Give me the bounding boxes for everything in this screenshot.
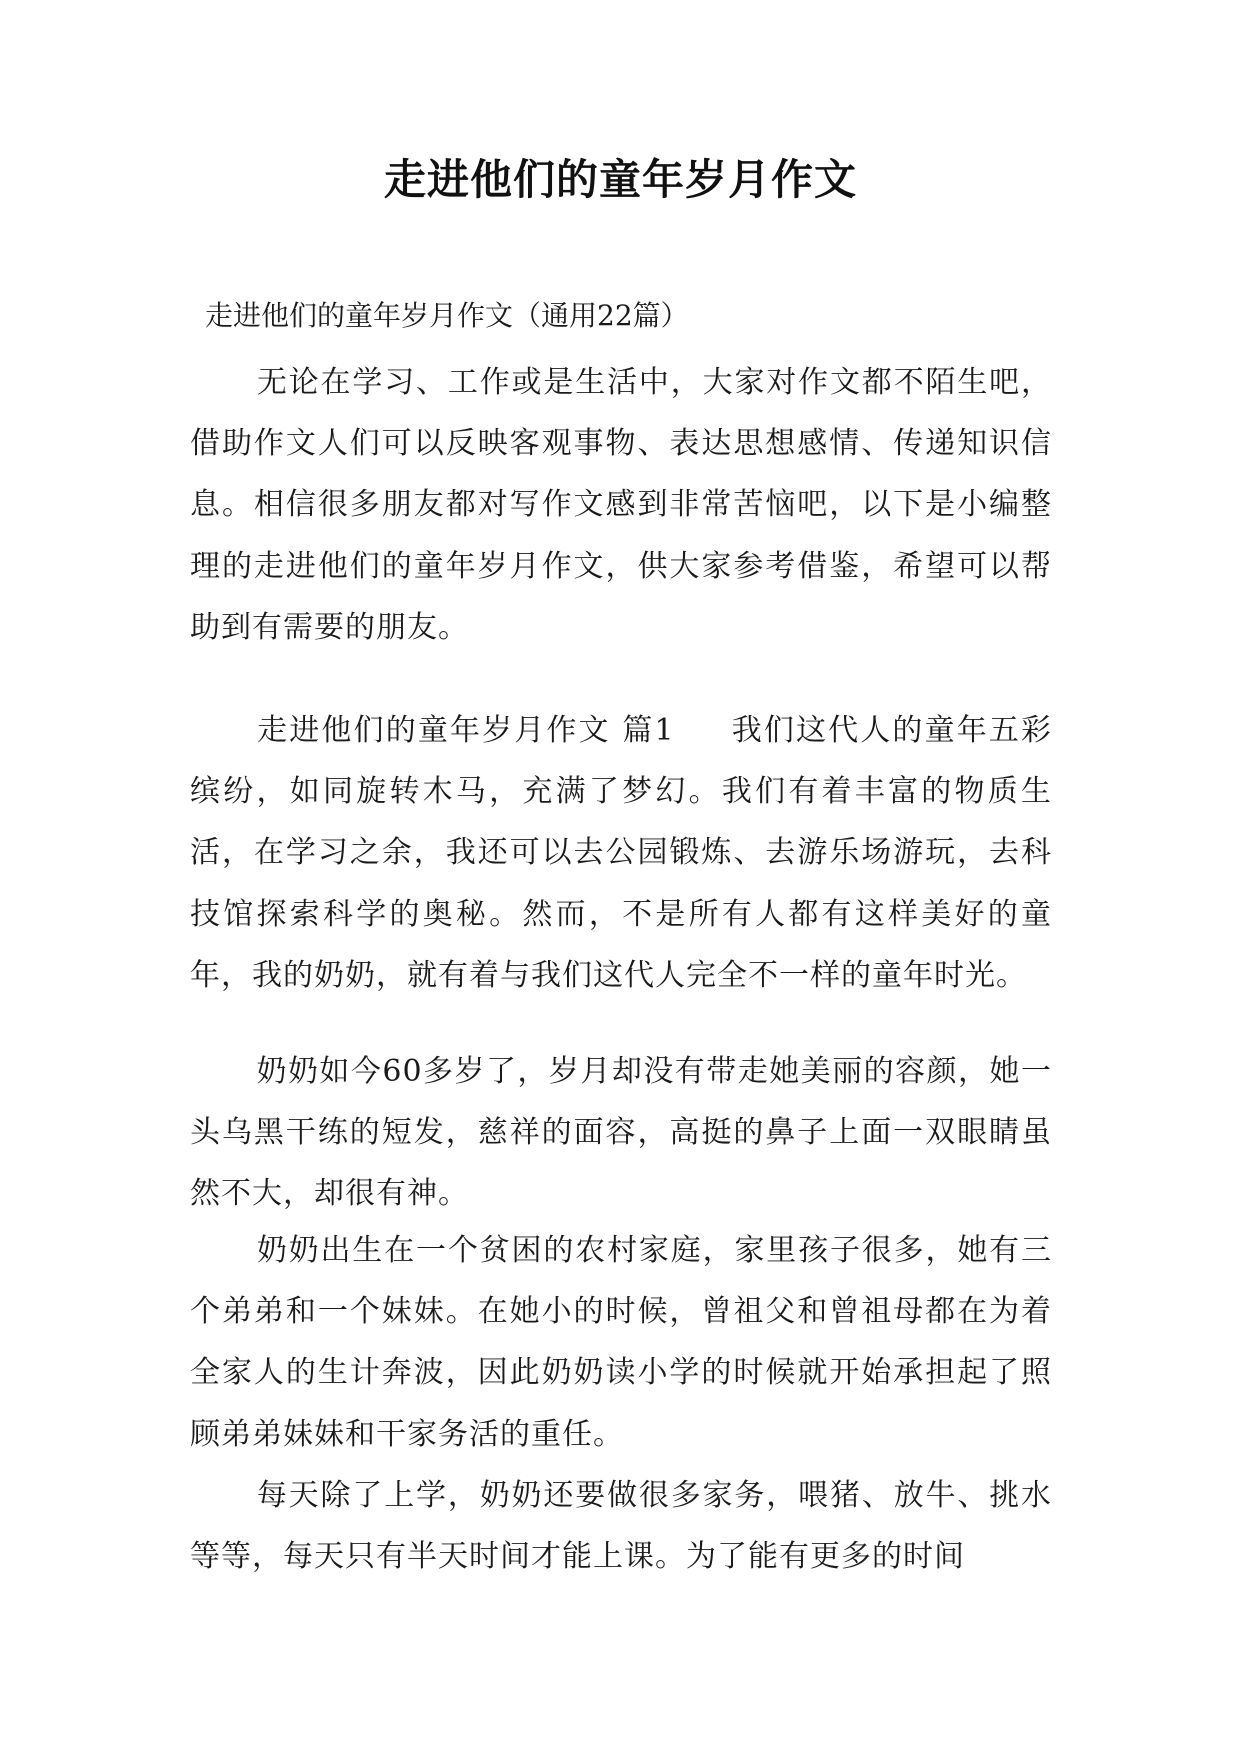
section-1-paragraph [190,1041,1052,1225]
document-title: 走进他们的童年岁月作文 [383,155,857,204]
section-1-paragraph [190,1220,1052,1465]
document-subtitle: 走进他们的童年岁月作文（通用22篇） [205,299,689,332]
section-1-first-paragraph: 我们这代人的童年五彩缤纷，如同旋转木马，充满了梦幻。我们有着丰富的物质生活，在学习之余，我还可以去公园锻炼、去游乐场游玩，去科技馆探索科学的奥秘。然而，不是所有人都有这样美好的童年，我的奶奶，就有着与我们这代人完全不一样的童年时光。 [190,713,1052,993]
intro-paragraph [190,352,1052,658]
section-1-paragraph [190,1465,1052,1587]
intro-text: 无论在学习、工作或是生活中，大家对作文都不陌生吧，借助作文人们可以反映客观事物、表达思想感情、传递知识信息。相信很多朋友都对写作文感到非常苦恼吧，以下是小编整理的走进他们的童年岁月作文，供大家参考借鉴，希望可以帮助到有需要的朋友。 [190,365,1052,645]
section-1-opening-paragraph [190,700,1052,1006]
paragraph-text: 奶奶出生在一个贫困的农村家庭，家里孩子很多，她有三个弟弟和一个妹妹。在她小的时候，曾祖父和曾祖母都在为着全家人的生计奔波，因此奶奶读小学的时候就开始承担起了照顾弟弟妹妹和干家务活的重任。 [190,1233,1052,1452]
paragraph-text: 奶奶如今60多岁了，岁月却没有带走她美丽的容颜，她一头乌黑干练的短发，慈祥的面容，高挺的鼻子上面一双眼睛虽然不大，却很有神。 [190,1054,1052,1212]
section-1-heading: 走进他们的童年岁月作文 篇1 [256,713,675,748]
paragraph-text: 每天除了上学，奶奶还要做很多家务，喂猪、放牛、挑水等等，每天只有半天时间才能上课。为了能有更多的时间 [190,1478,1052,1575]
